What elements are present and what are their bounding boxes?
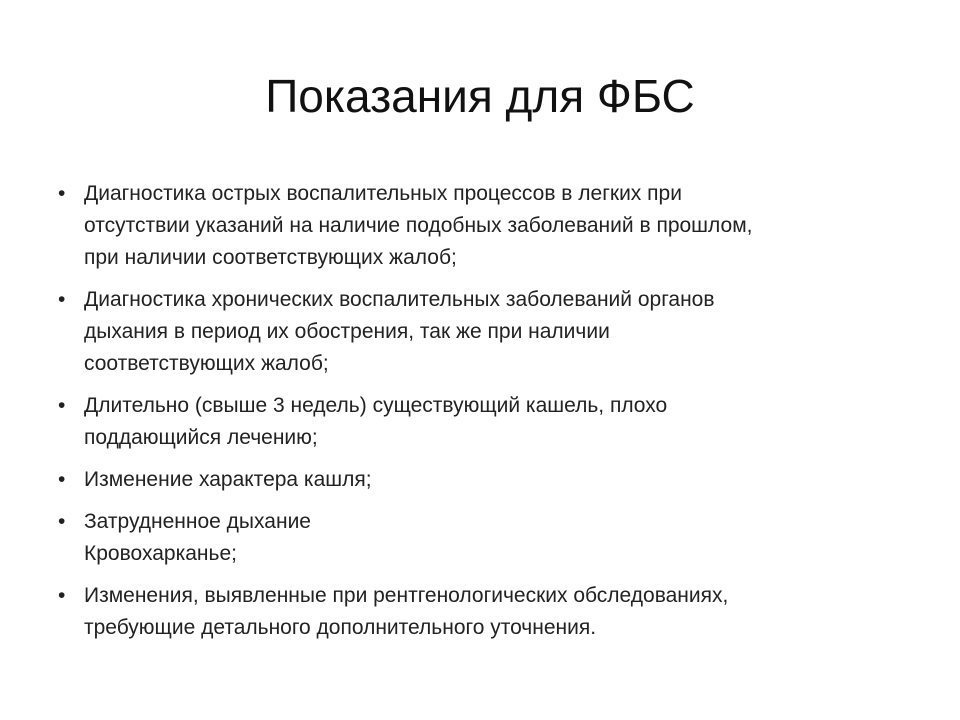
bullet-item — [58, 284, 908, 380]
slide-title: Показания для ФБС — [265, 70, 695, 122]
bullet-dot-icon: • — [58, 584, 66, 607]
bullet-item — [58, 178, 908, 274]
bullet-list — [58, 178, 908, 654]
bullet-item — [58, 464, 908, 496]
bullet-dot-icon: • — [58, 510, 66, 533]
bullet-text-line: Затрудненное дыхание — [84, 510, 311, 533]
bullet-text-line: дыхания в период их обострения, так же при наличии — [84, 320, 610, 343]
bullet-item — [58, 506, 908, 570]
bullet-text-line: поддающийся лечению; — [84, 426, 318, 449]
bullet-item — [58, 390, 908, 454]
bullet-text-line: требующие детального дополнительного уточнения. — [84, 616, 597, 639]
bullet-dot-icon: • — [58, 182, 66, 205]
bullet-dot-icon: • — [58, 394, 66, 417]
bullet-text-line: Диагностика хронических воспалительных заболеваний органов — [84, 288, 715, 311]
bullet-text-line: Длительно (свыше 3 недель) существующий кашель, плохо — [84, 394, 668, 417]
bullet-text-line: соответствующих жалоб; — [84, 352, 329, 375]
bullet-dot-icon: • — [58, 288, 66, 311]
bullet-text-line: Кровохарканье; — [84, 542, 237, 565]
bullet-text-line: Изменения, выявленные при рентгенологических обследованиях, — [84, 584, 729, 607]
bullet-item — [58, 580, 908, 644]
bullet-dot-icon: • — [58, 468, 66, 491]
bullet-text-line: Диагностика острых воспалительных процессов в легких при — [84, 182, 682, 205]
bullet-text-line: Изменение характера кашля; — [84, 468, 372, 491]
bullet-text-line: отсутствии указаний на наличие подобных заболеваний в прошлом, — [84, 214, 753, 237]
bullet-text-line: при наличии соответствующих жалоб; — [84, 246, 457, 269]
